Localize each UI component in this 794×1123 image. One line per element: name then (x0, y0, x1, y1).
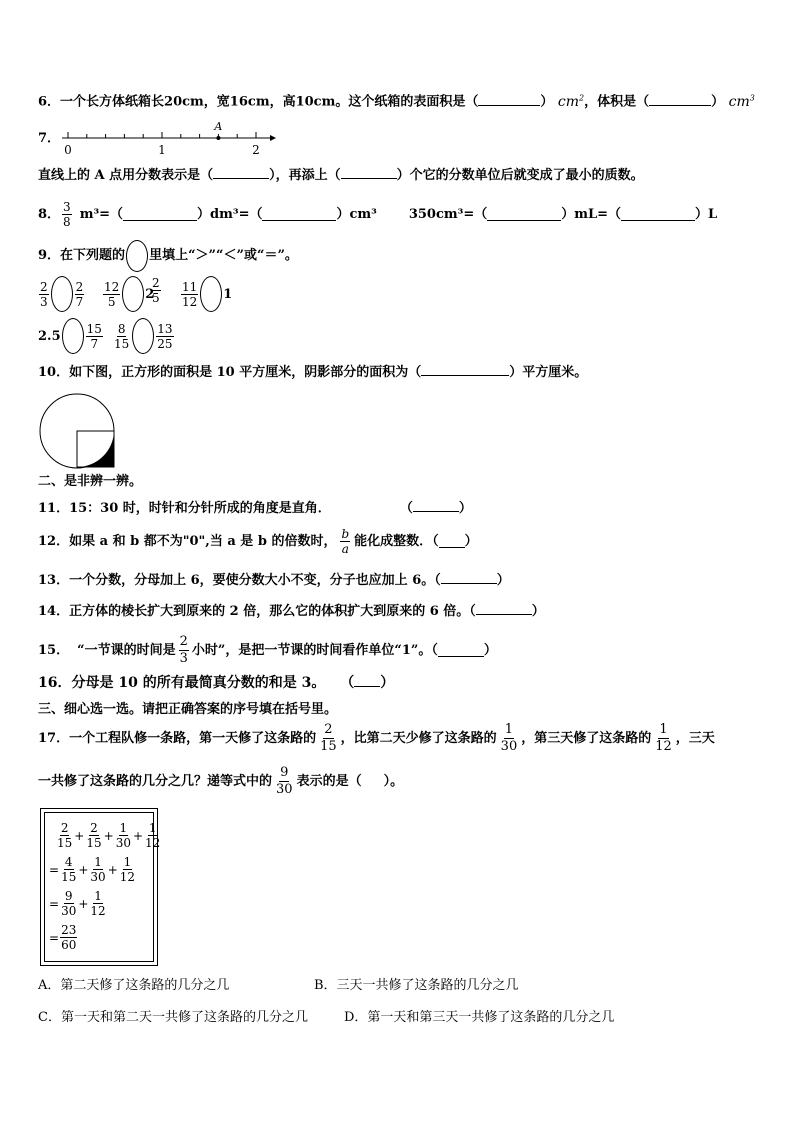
q15-text-1: “一节课的时间是 (77, 642, 176, 658)
question-8 (38, 200, 717, 229)
question-15: 15． “一节课的时间是 $\frac{2}{3}$ 小时”，是把一节课的时间看作单位“1”。（ ） (38, 634, 497, 666)
q9-c3-left: $\frac{2}{5}$ (152, 276, 160, 305)
question-17-line-1: 17． 一个工程队修一条路，第一天修了这条路的 $\frac{2}{15}$ ，比第二天少修了这条路的 $\frac{1}{30}$ ，第三天修了这条路的 $\frac{1}{12}$ ，三天 (38, 722, 715, 754)
question-16: 16．分母是 10 的所有最简真分数的和是 3。 （ ） (38, 675, 395, 691)
question-14: 14．正方体的棱长扩大到原来的 2 倍，那么它的体积扩大到原来的 6 倍。（ ） (38, 604, 545, 619)
q11-text: 15：30 时，时针和分针所成的角度是直角． (69, 501, 331, 516)
calculation-box (40, 808, 161, 966)
q9-c4-left: $\frac{11}{12}$ (182, 279, 198, 309)
q11-blank[interactable] (413, 499, 459, 512)
q10-number: 10． (38, 365, 70, 380)
q9-comparison-1 (38, 276, 85, 312)
circle-square-figure (38, 393, 122, 469)
q9-comparison-6 (112, 318, 175, 354)
q9-text-1: 在下列题的 (60, 248, 126, 263)
section-2-title: 二、是非辨一辨。 (38, 474, 143, 489)
q10-text-1: 如下图，正方形的面积是 10 平方厘米，阴影部分的面积为（ (69, 365, 422, 380)
q12-blank[interactable] (439, 535, 465, 548)
question-11: 11．15：30 时，时针和分针所成的角度是直角． （ ） (38, 501, 472, 516)
q9-c2-right: 2 (145, 286, 155, 302)
q7-text-2: ），再添上（ (269, 168, 341, 183)
number-line-ticks (68, 132, 256, 138)
q6-blank-area[interactable] (478, 93, 540, 106)
q9-c6-right: $\frac{13}{25}$ (157, 321, 173, 351)
q17-fraction-2: $\frac{1}{30}$ (500, 722, 518, 754)
question-7-text (38, 166, 644, 185)
q9-oval-4[interactable] (200, 276, 222, 312)
q6-text-2: ） (540, 94, 554, 110)
q7-text-1: 直线上的 A 点用分数表示是（ (38, 168, 214, 183)
q15-text-2: 小时”，是把一节课的时间看作单位“1”。（ (191, 642, 438, 658)
q12-fraction: $\frac{b}{a}$ (341, 527, 350, 556)
calc-row-3: = $\frac{9}{30}$ + $\frac{1}{12}$ (49, 889, 106, 918)
q9-comparison-5 (38, 318, 104, 354)
q15-blank[interactable] (438, 644, 484, 657)
q12-text-1: 如果 a 和 b 都不为"0",当 a 是 b 的倍数时， (69, 533, 337, 549)
q13-blank[interactable] (441, 571, 497, 584)
question-12: 12． 如果 a 和 b 都不为"0",当 a 是 b 的倍数时， $\frac{b}{a}$ 能化成整数．（ ） (38, 527, 478, 556)
q6-blank-volume[interactable] (649, 93, 711, 106)
number-line (58, 116, 278, 158)
q9-comparison-2 (102, 276, 154, 312)
q7-blank-2[interactable] (341, 166, 397, 179)
q8-number: 8． (38, 206, 61, 222)
q10-text-2: ）平方厘米。 (509, 365, 588, 380)
q8-blank-2[interactable] (262, 208, 336, 221)
q6-text-4: ） (711, 94, 725, 110)
q8-text-6: ）L (695, 206, 718, 222)
q9-number: 9． (38, 248, 61, 263)
q9-c1-right: $\frac{2}{7}$ (75, 279, 84, 309)
q16-blank[interactable] (354, 674, 380, 687)
calc-row-4: = $\frac{23}{60}$ (49, 923, 77, 952)
q9-comparison-4 (180, 276, 232, 312)
q9-oval-5[interactable] (62, 318, 84, 354)
question-6 (38, 89, 755, 112)
q14-blank[interactable] (476, 602, 532, 615)
calc-row-2: = $\frac{4}{15}$ + $\frac{1}{30}$ + $\frac{1}{12}$ (49, 855, 136, 884)
calc-row-1: $\frac{2}{15}$ + $\frac{2}{15}$ + $\frac{1}{30}$ + $\frac{1}{12}$ (57, 821, 161, 850)
tick-label-1: 1 (158, 143, 166, 157)
question-13: 13．一个分数，分母加上 6，要使分数大小不变，分子也应加上 6。（ ） (38, 573, 510, 588)
q13-text: 一个分数，分母加上 6，要使分数大小不变，分子也应加上 6。（ (69, 573, 441, 588)
q9-c5-left: 2.5 (38, 328, 61, 344)
q9-c5-right: $\frac{15}{7}$ (86, 321, 102, 351)
q8-text-1: m³=（ (79, 206, 124, 222)
q9-oval-2[interactable] (122, 276, 144, 312)
q10-blank[interactable] (421, 363, 509, 376)
q6-number: 6． (38, 94, 61, 110)
q17-fraction-3: $\frac{1}{12}$ (655, 722, 672, 754)
q9-c1-left: $\frac{2}{3}$ (40, 279, 48, 309)
q6-text-1: 一个长方体纸箱长20cm，宽16cm，高10cm。这个纸箱的表面积是（ (60, 94, 479, 110)
q17-fraction-4: $\frac{9}{30}$ (276, 765, 293, 797)
tick-label-0: 0 (64, 143, 72, 157)
q8-blank-3[interactable] (487, 208, 561, 221)
q9-c2-left: $\frac{12}{5}$ (104, 279, 120, 309)
q7-blank-1[interactable] (213, 166, 269, 179)
question-9 (38, 240, 298, 272)
point-a-label: A (214, 120, 223, 133)
q8-text-2: ）dm³=（ (197, 206, 263, 222)
question-10 (38, 363, 587, 382)
option-b[interactable]: B．三天一共修了这条路的几分之几 (314, 978, 519, 993)
q15-fraction: $\frac{2}{3}$ (179, 634, 188, 666)
option-a[interactable]: A．第二天修了这条路的几分之几 (38, 978, 230, 993)
q9-oval-6[interactable] (132, 318, 154, 354)
q7-text-3: ）个它的分数单位后就变成了最小的质数。 (396, 168, 644, 183)
q14-text: 正方体的棱长扩大到原来的 2 倍，那么它的体积扩大到原来的 6 倍。（ (69, 604, 476, 619)
point-a-marker (216, 136, 220, 140)
q8-text-3: ）cm³ (336, 206, 377, 222)
q8-fraction: $\frac{3}{8}$ (63, 200, 71, 229)
q9-comparison-3 (150, 276, 162, 305)
section-3-title: 三、细心选一选。请把正确答案的序号填在括号里。 (38, 702, 338, 717)
q9-c6-left: $\frac{8}{15}$ (114, 321, 130, 351)
q8-text-5: ）mL=（ (561, 206, 622, 222)
q12-text-2: 能化成整数．（ (354, 533, 439, 549)
q7-number: 7． (38, 131, 61, 146)
option-d[interactable]: D．第一天和第三天一共修了这条路的几分之几 (344, 1010, 615, 1025)
q8-text-4: 350cm³=（ (408, 206, 488, 222)
q8-blank-4[interactable] (621, 208, 695, 221)
tick-label-2: 2 (252, 143, 260, 157)
q6-unit-2: $cm^3$ (728, 93, 755, 110)
q9-oval-1[interactable] (51, 276, 73, 312)
q9-c4-right: 1 (223, 286, 233, 302)
q17-fraction-1: $\frac{2}{15}$ (320, 722, 337, 754)
question-17-line-2: 一共修了这条路的几分之几？递等式中的 $\frac{9}{30}$ 表示的是（ ）。 (38, 765, 404, 797)
q9-oval-example (126, 240, 148, 272)
q9-text-2: 里填上“＞”“＜”或“＝”。 (149, 248, 298, 263)
q16-text: 分母是 10 的所有最简真分数的和是 3。 (71, 675, 326, 691)
number-line-arrow (270, 135, 276, 141)
q8-blank-1[interactable] (123, 208, 197, 221)
q6-unit-1: $cm^2$ (557, 93, 585, 110)
q6-text-3: ，体积是（ (584, 94, 650, 110)
option-c[interactable]: C．第一天和第二天一共修了这条路的几分之几 (38, 1010, 308, 1025)
